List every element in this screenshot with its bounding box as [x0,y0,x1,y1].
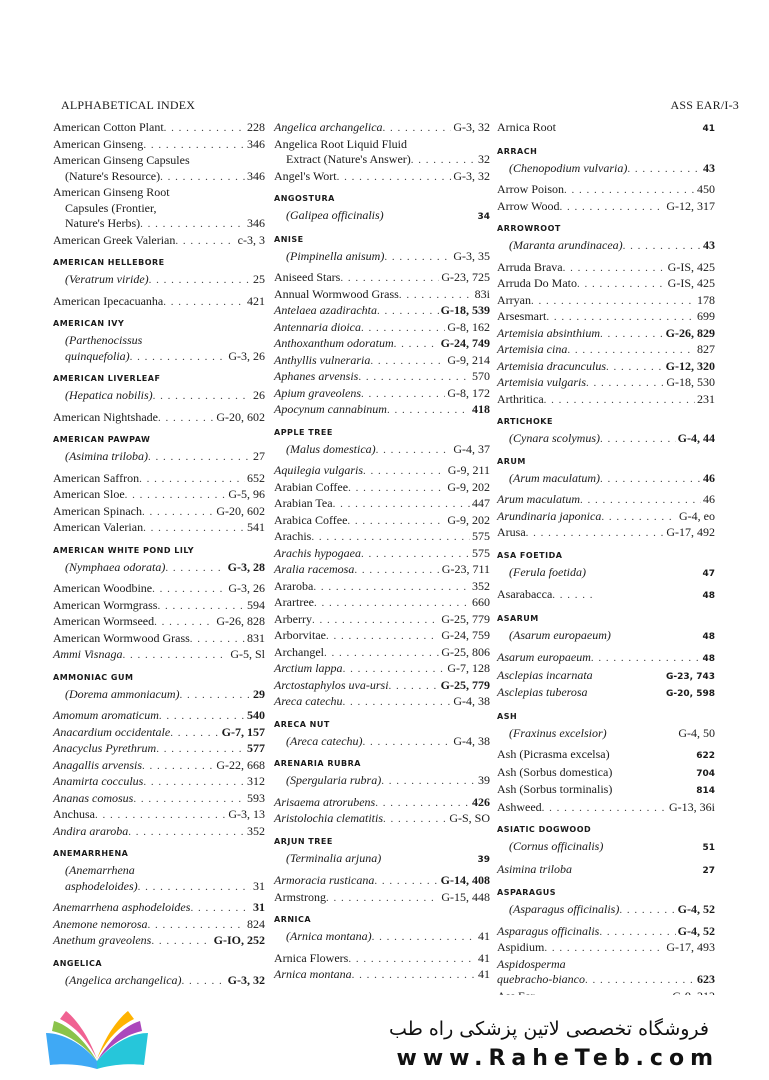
index-entry: Aspidium . . . G-17, 493 [497,940,715,957]
index-entry: Amomum aromaticum . . . 540 [53,708,265,725]
index-heading: ARTICHOKE [497,417,553,426]
index-entry: Aralia racemosa . . . G-23, 711 [274,562,490,579]
index-entry: Ash (Picrasma excelsa) 622 [497,747,715,761]
index-entry: Arrow Wood . . . G-12, 317 [497,199,715,216]
index-entry: Arrow Poison . . . 450 [497,182,715,199]
index-entry: American Saffron . . . 652 [53,471,265,488]
index-entry: Arisaema atrorubens . . . 426 [274,795,490,812]
index-heading: ARENARIA RUBRA [274,759,361,768]
index-subentry: (Nymphaea odorata) . . . G-3, 28 [53,560,265,577]
index-entry: Asclepias incarnata G-23, 743 [497,667,715,682]
index-entry: American Wormwood Grass . . . 831 [53,631,265,648]
index-entry: Asclepias tuberosa G-20, 598 [497,685,715,699]
index-entry-line: American Ginseng Root [53,185,170,199]
index-subentry: (Chenopodium vulvaria) . . . 43 [497,161,715,178]
index-entry: Apium graveolens . . . G-8, 172 [274,386,490,403]
index-subentry: (Spergularia rubra) . . . 39 [274,773,490,790]
index-subentry: (Veratrum viride) . . . 25 [53,272,265,289]
index-column-2 [274,120,490,984]
index-entry: Arartree . . . 660 [274,595,490,612]
index-heading: ASARUM [497,613,539,623]
index-heading: AMERICAN PAWPAW [53,435,151,444]
index-entry: Anchusa . . . G-3, 13 [53,807,265,824]
index-entry: Arabica Coffee . . . G-9, 202 [274,513,490,530]
index-heading: ARECA NUT [274,719,330,729]
index-subentry: (Areca catechu) . . . G-4, 38 [274,734,490,751]
running-header-right: ASS EAR/I-3 [670,98,739,112]
index-subentry: (Pimpinella anisum) . . . G-3, 35 [274,249,490,266]
index-subentry: (Angelica archangelica) . . . G-3, 32 [53,973,265,990]
index-entry: Arnica Root 41 [497,120,715,134]
index-subentry: (Dorema ammoniacum) . . . 29 [53,687,265,704]
index-heading: ARJUN TREE [274,836,333,846]
index-entry: Arabian Coffee . . . G-9, 202 [274,480,490,497]
index-entry: Anagallis arvensis . . . G-22, 668 [53,758,265,775]
index-entry: Asarum europaeum . . . 48 [497,650,715,668]
index-entry: Anamirta cocculus . . . 312 [53,774,265,791]
index-entry: Artemisia vulgaris . . . G-18, 530 [497,375,715,392]
index-entry: Anacyclus Pyrethrum . . . 577 [53,741,265,758]
index-heading: ARNICA [274,915,312,924]
index-entry: Artemisia absinthium . . . G-26, 829 [497,326,715,343]
index-subentry: (Asarum europaeum) 48 [509,627,715,642]
index-entry: quebracho-bianco . . . 623 [497,972,715,989]
index-entry: Anthyllis vulneraria . . . G-9, 214 [274,353,490,370]
website-url[interactable]: www.RaheTeb.com [396,1046,719,1071]
index-entry: Arruda Brava . . . G-IS, 425 [497,260,715,277]
index-heading: ANGOSTURA [274,194,335,203]
index-entry: American Valerian . . . 541 [53,520,265,537]
index-entry: Anethum graveolens . . . G-IO, 252 [53,933,265,950]
index-entry: Arsesmart . . . 699 [497,309,715,326]
index-entry: Areca catechu . . . G-4, 38 [274,694,490,711]
index-subentry: (Ferula foetida) 47 [509,564,715,579]
index-subentry: (Cornus officinalis) 51 [509,839,715,853]
index-subentry: (Maranta arundinacea) . . . 43 [497,238,715,255]
index-entry: Artemisia dracunculus . . . G-12, 320 [497,359,715,376]
index-heading: AMERICAN IVY [53,319,125,328]
index-entry: Asimina triloba 27 [497,861,715,876]
index-heading: ASIATIC DOGWOOD [497,825,592,834]
index-entry-line: Aspidosperma [497,956,566,971]
index-entry: Arruda Do Mato . . . G-IS, 425 [497,276,715,293]
index-entry: Artemisia cina . . . 827 [497,342,715,359]
index-entry: Extract (Nature's Answer) . . . 32 [274,152,490,169]
index-entry: Anemarrhena asphodeloides . . . 31 [53,900,265,917]
index-heading: AMMONIAC GUM [53,672,134,682]
index-entry: Angelica archangelica . . . G-3, 32 [274,120,490,137]
index-entry: Ash (Sorbus torminalis) 814 [497,782,715,796]
index-entry-line: Capsules (Frontier, [65,200,157,215]
index-entry: Arum maculatum . . . 46 [497,492,715,509]
index-entry: American Woodbine . . . G-3, 26 [53,581,265,598]
index-entry: Aquilegia vulgaris . . . G-9, 211 [274,463,490,480]
index-entry: Annual Wormwood Grass . . . 83i [274,287,490,304]
index-entry: Andira araroba . . . 352 [53,824,265,841]
index-entry-line: Angelica Root Liquid Fluid [274,136,407,151]
index-entry: Arctium lappa . . . G-7, 128 [274,661,490,678]
index-entry: Anthoxanthum odoratum . . . G-24, 749 [274,336,490,353]
index-subentry: asphodeloides) . . . 31 [53,879,265,896]
index-heading: ANISE [274,234,304,244]
book-logo-icon [42,1003,152,1073]
index-heading: ASH [497,711,518,721]
index-entry: Apocynum cannabinum . . . 418 [274,402,490,419]
index-entry: American Nightshade . . . G-20, 602 [53,410,265,427]
index-entry: American Wormseed . . . G-26, 828 [53,614,265,631]
index-entry: Angel's Wort . . . G-3, 32 [274,169,490,186]
index-subentry: (Galipea officinalis) 34 [286,208,490,222]
index-entry: Asparagus officinalis . . . G-4, 52 [497,924,715,941]
index-entry: Anacardium occidentale . . . G-7, 157 [53,725,265,742]
index-heading: ANGELICA [53,958,103,968]
index-entry: Antelaea azadirachta . . . G-18, 539 [274,303,490,320]
index-entry: Araroba . . . 352 [274,579,490,596]
index-subentry-line: (Anemarrhena [65,863,135,877]
index-heading: ARROWROOT [497,224,561,233]
index-entry: Arachis hypogaea . . . 575 [274,546,490,563]
index-entry: Arundinaria japonica . . . G-4, eo [497,509,715,526]
index-entry: Arachis . . . 575 [274,529,490,546]
index-entry: Armoracia rusticana . . . G-14, 408 [274,873,490,890]
index-subentry: quinquefolia) . . . G-3, 26 [53,349,265,366]
index-heading: ARUM [497,456,526,466]
index-entry: Ananas comosus . . . 593 [53,791,265,808]
index-subentry: (Malus domestica) . . . G-4, 37 [274,442,490,459]
index-entry: American Ipecacuanha . . . 421 [53,294,265,311]
index-entry: Antennaria dioica . . . G-8, 162 [274,320,490,337]
index-heading: AMERICAN WHITE POND LILY [53,545,195,555]
index-entry: Nature's Herbs) . . . 346 [53,216,265,233]
index-entry: Arusa . . . G-17, 492 [497,525,715,542]
index-entry: Arberry . . . G-25, 779 [274,612,490,629]
index-entry: Asarabacca . . . 48 [497,587,715,605]
index-subentry: (Terminalia arjuna) 39 [286,850,490,865]
index-subentry: (Asparagus officinalis) . . . G-4, 52 [497,902,715,919]
index-subentry: (Hepatica nobilis) . . . 26 [53,388,265,405]
index-entry: Aristolochia clematitis . . . G-S, SO [274,811,490,828]
index-heading: AMERICAN LIVERLEAF [53,374,161,383]
index-entry: Arabian Tea . . . 447 [274,496,490,513]
index-entry: Arryan . . . 178 [497,293,715,310]
index-subentry: (Asimina triloba) . . . 27 [53,449,265,466]
index-entry: American Cotton Plant . . . 228 [53,120,265,137]
index-entry: American Greek Valerian . . . c-3, 3 [53,233,265,250]
index-heading: AMERICAN HELLEBORE [53,258,165,267]
index-entry: Ammi Visnaga . . . G-5, Sl [53,647,265,664]
index-entry: (Nature's Resource) . . . 346 [53,169,265,186]
index-subentry: (Fraxinus excelsior) G-4, 50 [509,725,715,740]
index-entry: Arthritica . . . 231 [497,392,715,409]
index-entry: Archangel . . . G-25, 806 [274,645,490,662]
index-entry: Ash (Sorbus domestica) 704 [497,764,715,779]
index-entry: Anemone nemorosa . . . 824 [53,917,265,934]
index-subentry: (Arnica montana) . . . 41 [274,929,490,946]
index-entry: Armstrong . . . G-15, 448 [274,890,490,907]
index-column-1 [53,120,265,994]
index-heading: ARRACH [497,146,538,156]
index-entry-line: American Ginseng Capsules [53,153,190,167]
index-heading: APPLE TREE [274,427,333,437]
index-entry: Arctostaphylos uva-ursi . . . G-25, 779 [274,678,490,695]
index-heading: ASA FOETIDA [497,550,563,560]
index-entry: American Sloe . . . G-5, 96 [53,487,265,504]
index-subentry-line: (Parthenocissus [65,333,143,347]
store-name: فروشگاه تخصصی لاتین پزشکی راه طب [389,1018,709,1040]
index-entry: American Ginseng . . . 346 [53,137,265,154]
index-entry: Aniseed Stars . . . G-23, 725 [274,270,490,287]
index-heading: ANEMARRHENA [53,849,129,858]
index-entry: Ashweed . . . G-13, 36i [497,800,715,817]
index-entry: Arnica Flowers . . . 41 [274,951,490,968]
index-entry: Arnica montana . . . 41 [274,967,490,984]
index-column-3 [497,120,715,1005]
index-subentry: (Cynara scolymus) . . . G-4, 44 [497,431,715,448]
running-header-left: ALPHABETICAL INDEX [61,98,196,112]
index-entry: American Spinach . . . G-20, 602 [53,504,265,521]
index-heading: ASPARAGUS [497,888,556,897]
index-entry: Aphanes arvensis . . . 570 [274,369,490,386]
index-subentry: (Arum maculatum) . . . 46 [497,471,715,488]
index-entry: Arborvitae . . . G-24, 759 [274,628,490,645]
index-entry: American Wormgrass . . . 594 [53,598,265,615]
